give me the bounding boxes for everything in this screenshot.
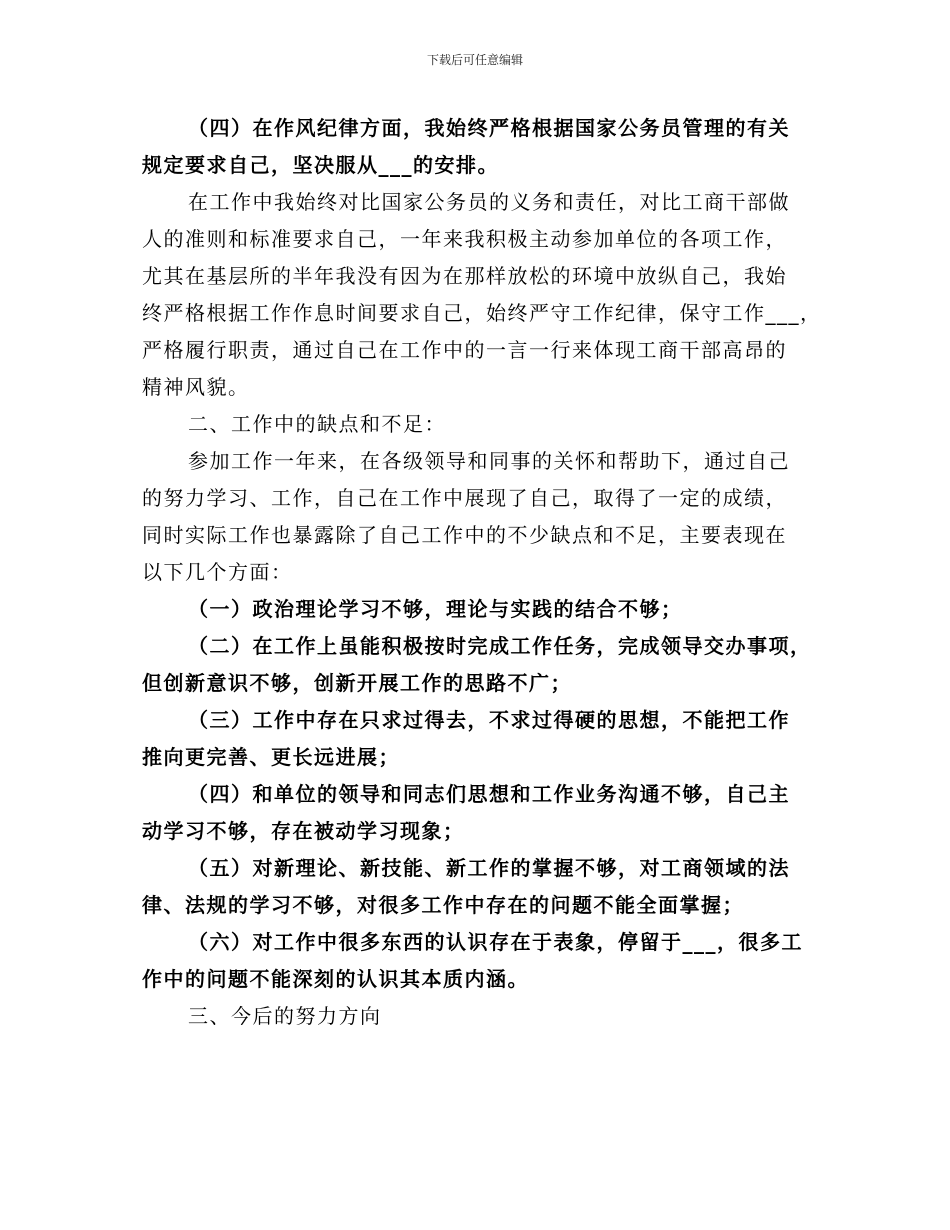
paragraph-work-attitude — [142, 184, 822, 406]
text-line: 参加工作一年来，在各级领导和同事的关怀和帮助下，通过自己 — [188, 449, 790, 473]
list-item-5 — [142, 850, 818, 924]
text-line: （四）和单位的领导和同志们思想和工作业务沟通不够，自己主 — [188, 782, 790, 806]
section-heading-text: 二、工作中的缺点和不足： — [188, 412, 446, 436]
document-body — [142, 110, 822, 1035]
text-line: 但创新意识不够，创新开展工作的思路不广； — [142, 671, 572, 695]
text-line: 同时实际工作也暴露除了自己工作中的不少缺点和不足，主要表现在 — [142, 523, 787, 547]
text-line: 推向更完善、更长远进展； — [142, 745, 400, 769]
text-line: 作中的问题不能深刻的认识其本质内涵。 — [142, 967, 529, 991]
section-heading-text: 三、今后的努力方向 — [188, 1004, 382, 1028]
list-item-1 — [142, 591, 818, 628]
paragraph-discipline — [142, 110, 818, 184]
list-item-3 — [142, 702, 818, 776]
text-line: （五）对新理论、新技能、新工作的掌握不够，对工商领域的法 — [188, 856, 790, 880]
paragraph-shortcomings-intro — [142, 443, 818, 591]
text-line: （二）在工作上虽能积极按时完成工作任务，完成领导交办事项， — [188, 634, 812, 658]
text-line: 精神风貌。 — [142, 375, 250, 399]
list-item-4 — [142, 776, 818, 850]
text-line: 以下几个方面： — [142, 560, 293, 584]
section-heading-shortcomings — [142, 406, 818, 443]
section-heading-future-direction — [142, 998, 818, 1035]
text-line: 律、法规的学习不够，对很多工作中存在的问题不能全面掌握； — [142, 893, 744, 917]
list-item-2 — [142, 628, 818, 702]
text-line: （三）工作中存在只求过得去，不求过得硬的思想，不能把工作 — [188, 708, 790, 732]
list-item-6 — [142, 924, 818, 998]
text-line: 动学习不够，存在被动学习现象； — [142, 819, 465, 843]
text-line: 终严格根据工作作息时间要求自己，始终严守工作纪律，保守工作___， — [142, 301, 822, 325]
text-line: 严格履行职责，通过自己在工作中的一言一行来体现工商干部高昂的 — [142, 338, 787, 362]
page-header: 下载后可任意编辑 — [426, 53, 523, 67]
text-line: 人的准则和标准要求自己，一年来我积极主动参加单位的各项工作， — [142, 227, 787, 251]
text-line: 的努力学习、工作，自己在工作中展现了自己，取得了一定的成绩， — [142, 486, 787, 510]
text-line: 在工作中我始终对比国家公务员的义务和责任，对比工商干部做 — [188, 190, 790, 214]
text-line: （四）在作风纪律方面，我始终严格根据国家公务员管理的有关 — [188, 116, 790, 140]
text-line: 规定要求自己，坚决服从___的安排。 — [142, 153, 499, 177]
text-line: 尤其在基层所的半年我没有因为在那样放松的环境中放纵自己，我始 — [142, 264, 787, 288]
text-line: （一）政治理论学习不够，理论与实践的结合不够； — [188, 597, 683, 621]
text-line: （六）对工作中很多东西的认识存在于表象，停留于___，很多工 — [188, 930, 803, 954]
